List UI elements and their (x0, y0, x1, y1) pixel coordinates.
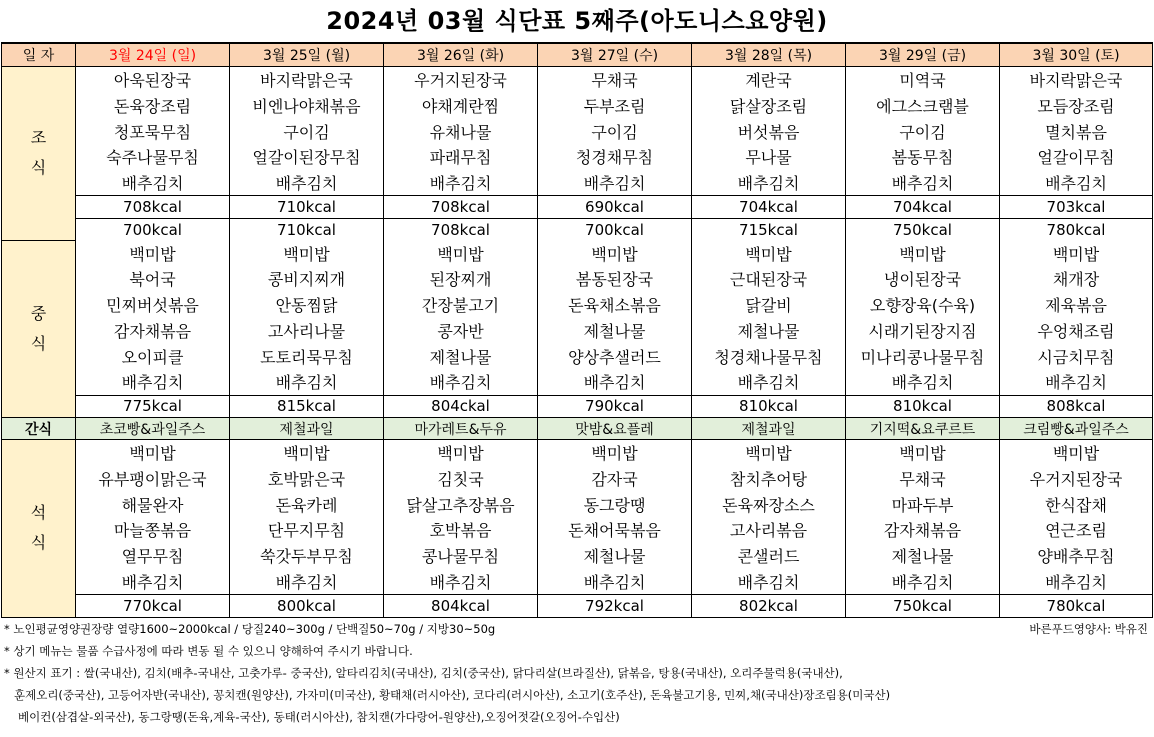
kcal-cell: 750kcal (846, 218, 1000, 240)
dish-cell: 단무지무침 (230, 517, 384, 543)
dish-cell: 백미밥 (846, 240, 1000, 266)
breakfast-row (2, 170, 1153, 196)
dish-cell: 돈육카레 (230, 491, 384, 517)
dish-cell: 김칫국 (384, 466, 538, 492)
dish-cell: 동그랑땡 (538, 491, 692, 517)
dish-cell: 에그스크램블 (846, 93, 1000, 119)
dinner-row (2, 440, 1153, 466)
breakfast-label-char: 식 (30, 158, 47, 178)
kcal-cell: 792kcal (538, 595, 692, 618)
dish-cell: 백미밥 (384, 240, 538, 266)
dish-cell: 백미밥 (846, 440, 1000, 466)
dish-cell: 콘샐러드 (692, 543, 846, 569)
dish-cell: 배추김치 (1000, 170, 1153, 196)
dish-cell: 해물완자 (76, 491, 230, 517)
dish-cell: 쑥갓두부무침 (230, 543, 384, 569)
kcal-cell: 770kcal (76, 595, 230, 618)
kcal-cell: 815kcal (230, 395, 384, 418)
dish-cell: 비엔나야채볶음 (230, 93, 384, 119)
lunch-row (2, 343, 1153, 369)
notes (0, 618, 1154, 728)
dish-cell: 제철나물 (692, 318, 846, 344)
dish-cell: 제철나물 (538, 318, 692, 344)
dish-cell: 무채국 (538, 67, 692, 93)
dish-cell: 시래기된장지짐 (846, 318, 1000, 344)
kcal-cell: 780kcal (1000, 218, 1153, 240)
lunch-label-char: 중 (30, 304, 47, 323)
dish-cell: 배추김치 (538, 569, 692, 595)
dish-cell: 북어국 (76, 266, 230, 292)
dish-cell: 닭살고추장볶음 (384, 491, 538, 517)
lunch-row (2, 240, 1153, 266)
dish-cell: 백미밥 (538, 440, 692, 466)
dish-cell: 안동찜닭 (230, 292, 384, 318)
dinner-label (2, 440, 76, 618)
kcal-cell: 708kcal (384, 218, 538, 240)
breakfast-row (2, 144, 1153, 170)
dish-cell: 배추김치 (76, 170, 230, 196)
dish-cell: 고사리볶음 (692, 517, 846, 543)
dish-cell: 숙주나물무침 (76, 144, 230, 170)
dish-cell: 백미밥 (230, 240, 384, 266)
dinner-row (2, 466, 1153, 492)
dish-cell: 구이김 (230, 118, 384, 144)
origin-note-3: 베이컨(삼겹살-외국산), 동그랑땡(돈육,계육-국산), 동태(러시아산), 참치캔(가다랑어-원양산),오징어젓갈(오징어-수입산) (18, 709, 620, 724)
dish-cell: 닭살장조림 (692, 93, 846, 119)
date-header-label: 일 자 (2, 43, 76, 67)
kcal-cell: 780kcal (1000, 595, 1153, 618)
dish-cell: 도토리묵무침 (230, 343, 384, 369)
dish-cell: 닭갈비 (692, 292, 846, 318)
dish-cell: 계란국 (692, 67, 846, 93)
kcal-cell: 790kcal (538, 395, 692, 418)
dish-cell: 제철나물 (384, 343, 538, 369)
dish-cell: 구이김 (538, 118, 692, 144)
dish-cell: 백미밥 (1000, 440, 1153, 466)
breakfast-label-char: 조 (30, 128, 47, 148)
dish-cell: 백미밥 (230, 440, 384, 466)
dish-cell: 백미밥 (384, 440, 538, 466)
dish-cell: 연근조림 (1000, 517, 1153, 543)
dish-cell: 백미밥 (76, 240, 230, 266)
dish-cell: 미나리콩나물무침 (846, 343, 1000, 369)
dish-cell: 감자국 (538, 466, 692, 492)
dish-cell: 우거지된장국 (384, 67, 538, 93)
dish-cell: 무나물 (692, 144, 846, 170)
kcal-cell: 800kcal (230, 595, 384, 618)
date-header: 3월 25일 (월) (230, 43, 384, 67)
snack-cell: 크림빵&과일주스 (1000, 418, 1153, 440)
dish-cell: 배추김치 (538, 170, 692, 196)
snack-cell: 제철과일 (692, 418, 846, 440)
origin-note-1: * 원산지 표기 : 쌀(국내산), 김치(배추-국내산, 고춧가루- 중국산), 알타리김치(국내산), 김치(중국산), 닭다리살(브라질산), 닭볶음, 탕용(국내산), 오리주물럭용(국내산), (4, 665, 843, 680)
dish-cell: 돈육장조림 (76, 93, 230, 119)
dish-cell: 바지락맑은국 (230, 67, 384, 93)
dish-cell: 아욱된장국 (76, 67, 230, 93)
dinner-row (2, 569, 1153, 595)
dish-cell: 돈육채소볶음 (538, 292, 692, 318)
kcal-cell: 804kcal (384, 595, 538, 618)
kcal-cell: 690kcal (538, 196, 692, 219)
dish-cell: 백미밥 (692, 440, 846, 466)
dish-cell: 배추김치 (1000, 569, 1153, 595)
dinner-row (2, 543, 1153, 569)
dish-cell: 참치추어탕 (692, 466, 846, 492)
date-header: 3월 27일 (수) (538, 43, 692, 67)
date-header: 3월 30일 (토) (1000, 43, 1153, 67)
dish-cell: 두부조림 (538, 93, 692, 119)
dish-cell: 배추김치 (384, 369, 538, 395)
page-title: 2024년 03월 식단표 5째주(아도니스요양원) (326, 7, 828, 35)
breakfast-row (2, 118, 1153, 144)
dish-cell: 호박볶음 (384, 517, 538, 543)
breakfast-kcal-row (2, 218, 1153, 240)
snack-cell: 맛밤&요플레 (538, 418, 692, 440)
lunch-row (2, 369, 1153, 395)
change-note: * 상기 메뉴는 물품 수급사정에 따라 변동 될 수 있으니 양해하여 주시기 바랍니다. (4, 643, 413, 658)
nutrition-note: * 노인평균영양권장량 열량1600~2000kcal / 당질240~300g / 단백질50~70g / 지방30~50g (4, 621, 496, 636)
breakfast-row (2, 67, 1153, 93)
dish-cell: 민찌버섯볶음 (76, 292, 230, 318)
breakfast-row (2, 93, 1153, 119)
dish-cell: 돈육짜장소스 (692, 491, 846, 517)
lunch-label (2, 240, 76, 417)
kcal-cell: 715kcal (692, 218, 846, 240)
dish-cell: 얼갈이무침 (1000, 144, 1153, 170)
dish-cell: 배추김치 (76, 369, 230, 395)
dish-cell: 배추김치 (692, 569, 846, 595)
dish-cell: 청포묵무침 (76, 118, 230, 144)
dish-cell: 무채국 (846, 466, 1000, 492)
dish-cell: 바지락맑은국 (1000, 67, 1153, 93)
dish-cell: 냉이된장국 (846, 266, 1000, 292)
dish-cell: 배추김치 (230, 569, 384, 595)
dish-cell: 백미밥 (692, 240, 846, 266)
lunch-label-char: 식 (30, 334, 47, 353)
dish-cell: 우거지된장국 (1000, 466, 1153, 492)
dish-cell: 오향장육(수육) (846, 292, 1000, 318)
dish-cell: 채개장 (1000, 266, 1153, 292)
dish-cell: 미역국 (846, 67, 1000, 93)
dish-cell: 백미밥 (538, 240, 692, 266)
dish-cell: 제철나물 (846, 543, 1000, 569)
kcal-cell: 710kcal (230, 196, 384, 219)
dish-cell: 구이김 (846, 118, 1000, 144)
date-header: 3월 28일 (목) (692, 43, 846, 67)
dish-cell: 배추김치 (230, 369, 384, 395)
dish-cell: 멸치볶음 (1000, 118, 1153, 144)
kcal-cell: 708kcal (76, 196, 230, 219)
dish-cell: 돈채어묵볶음 (538, 517, 692, 543)
dish-cell: 배추김치 (846, 170, 1000, 196)
dinner-kcal-row (2, 595, 1153, 618)
dish-cell: 호박맑은국 (230, 466, 384, 492)
dish-cell: 배추김치 (846, 569, 1000, 595)
dish-cell: 배추김치 (1000, 369, 1153, 395)
dish-cell: 마늘쫑볶음 (76, 517, 230, 543)
dish-cell: 열무무침 (76, 543, 230, 569)
dish-cell: 우엉채조림 (1000, 318, 1153, 344)
origin-note-2: 훈제오리(중국산), 고등어자반(국내산), 꽁치캔(원양산), 가자미(미국산), 황태채(러시아산), 코다리(러시아산), 소고기(호주산), 돈육불고기용, 민찌,채(국내산)장조림용(미국산) (14, 687, 891, 702)
meal-table (1, 42, 1153, 618)
kcal-cell: 700kcal (76, 218, 230, 240)
lunch-row (2, 318, 1153, 344)
dish-cell: 감자채볶음 (846, 517, 1000, 543)
dish-cell: 모듬장조림 (1000, 93, 1153, 119)
dish-cell: 얼갈이된장무침 (230, 144, 384, 170)
dish-cell: 마파두부 (846, 491, 1000, 517)
kcal-cell: 704kcal (846, 196, 1000, 219)
dish-cell: 시금치무침 (1000, 343, 1153, 369)
dish-cell: 유채나물 (384, 118, 538, 144)
dinner-row (2, 517, 1153, 543)
dish-cell: 배추김치 (538, 369, 692, 395)
snack-cell: 초코빵&과일주스 (76, 418, 230, 440)
kcal-cell: 704kcal (692, 196, 846, 219)
kcal-cell: 775kcal (76, 395, 230, 418)
dish-cell: 파래무침 (384, 144, 538, 170)
dietitian-credit: 바른푸드영양사: 박유진 (1029, 621, 1148, 636)
lunch-row (2, 266, 1153, 292)
dish-cell: 청경채무침 (538, 144, 692, 170)
dish-cell: 콩나물무침 (384, 543, 538, 569)
dish-cell: 버섯볶음 (692, 118, 846, 144)
dish-cell: 오이피클 (76, 343, 230, 369)
dish-cell: 야채계란찜 (384, 93, 538, 119)
kcal-cell: 750kcal (846, 595, 1000, 618)
dish-cell: 된장찌개 (384, 266, 538, 292)
kcal-cell: 808kcal (1000, 395, 1153, 418)
snack-cell: 제철과일 (230, 418, 384, 440)
kcal-cell: 703kcal (1000, 196, 1153, 219)
kcal-cell: 810kcal (692, 395, 846, 418)
dish-cell: 배추김치 (692, 369, 846, 395)
lunch-row (2, 292, 1153, 318)
kcal-cell: 710kcal (230, 218, 384, 240)
dish-cell: 근대된장국 (692, 266, 846, 292)
dish-cell: 제육볶음 (1000, 292, 1153, 318)
dish-cell: 백미밥 (76, 440, 230, 466)
dish-cell: 양배추무침 (1000, 543, 1153, 569)
dish-cell: 배추김치 (384, 170, 538, 196)
lunch-kcal-row (2, 395, 1153, 418)
dish-cell: 봄동된장국 (538, 266, 692, 292)
dish-cell: 유부팽이맑은국 (76, 466, 230, 492)
header-row (2, 43, 1153, 67)
date-header: 3월 24일 (일) (76, 43, 230, 67)
kcal-cell: 810kcal (846, 395, 1000, 418)
kcal-cell: 804ckal (384, 395, 538, 418)
dish-cell: 배추김치 (846, 369, 1000, 395)
kcal-cell: 802kcal (692, 595, 846, 618)
kcal-cell: 700kcal (538, 218, 692, 240)
snack-cell: 기지떡&요쿠르트 (846, 418, 1000, 440)
dish-cell: 고사리나물 (230, 318, 384, 344)
dinner-label-char: 식 (30, 533, 47, 553)
dish-cell: 배추김치 (76, 569, 230, 595)
dish-cell: 백미밥 (1000, 240, 1153, 266)
snack-cell: 마가레트&두유 (384, 418, 538, 440)
breakfast-kcal-row (2, 196, 1153, 219)
dish-cell: 감자채볶음 (76, 318, 230, 344)
kcal-cell: 708kcal (384, 196, 538, 219)
dish-cell: 배추김치 (230, 170, 384, 196)
dish-cell: 배추김치 (384, 569, 538, 595)
dinner-label-char: 석 (30, 503, 47, 523)
dish-cell: 한식잡채 (1000, 491, 1153, 517)
dish-cell: 봄동무침 (846, 144, 1000, 170)
dish-cell: 청경채나물무침 (692, 343, 846, 369)
dinner-row (2, 491, 1153, 517)
dish-cell: 콩자반 (384, 318, 538, 344)
dish-cell: 제철나물 (538, 543, 692, 569)
snack-row (2, 418, 1153, 440)
dish-cell: 배추김치 (692, 170, 846, 196)
dish-cell: 콩비지찌개 (230, 266, 384, 292)
breakfast-label (2, 67, 76, 241)
snack-label: 간식 (2, 418, 76, 440)
dish-cell: 양상추샐러드 (538, 343, 692, 369)
dish-cell: 간장불고기 (384, 292, 538, 318)
date-header: 3월 26일 (화) (384, 43, 538, 67)
date-header: 3월 29일 (금) (846, 43, 1000, 67)
